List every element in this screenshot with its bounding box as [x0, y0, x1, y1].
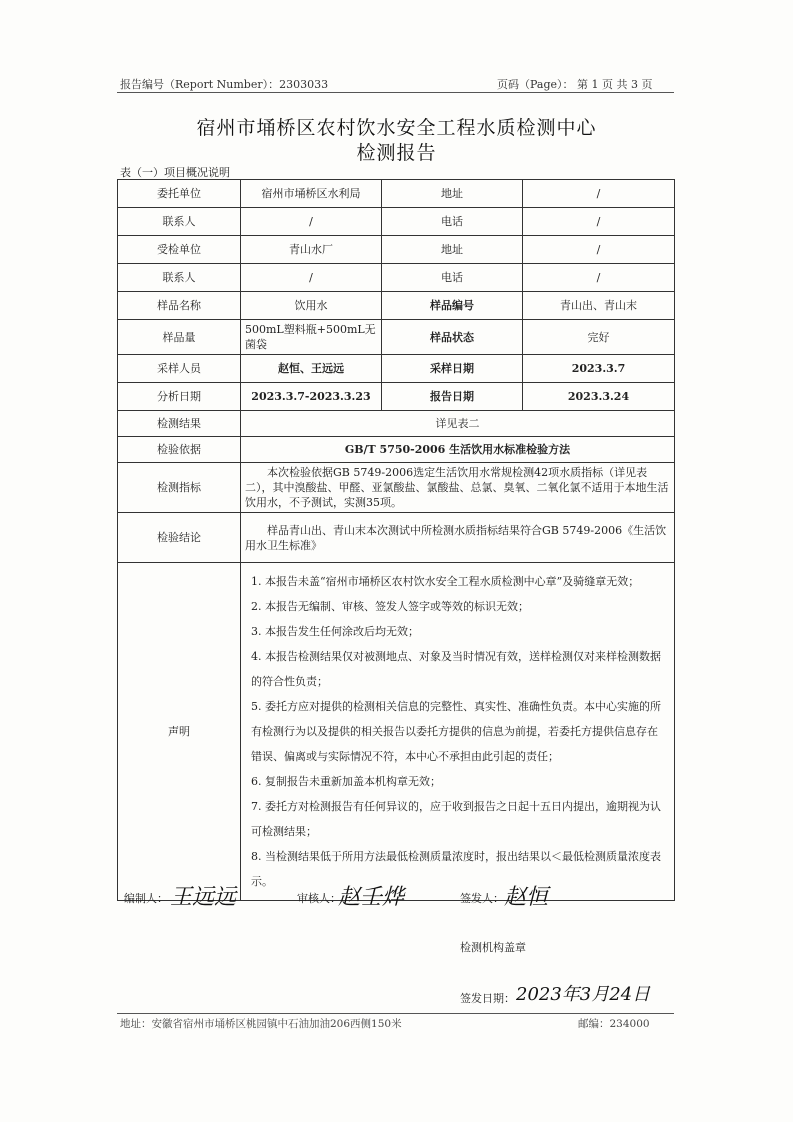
issue-date: 2023年3月24日	[516, 984, 651, 1005]
stamp-label: 检测机构盖章	[460, 941, 526, 954]
table-row	[118, 208, 675, 236]
table-row	[118, 264, 675, 292]
table-row	[118, 320, 675, 355]
statement-item: 3. 本报告发生任何涂改后均无效；	[251, 625, 419, 638]
issuer-signature: 赵恒	[504, 885, 549, 910]
cell-label: 联系人	[118, 264, 241, 292]
cell-label: 样品名称	[118, 292, 241, 320]
report-title: 宿州市埇桥区农村饮水安全工程水质检测中心	[196, 117, 597, 139]
footer-address: 地址：安徽省宿州市埇桥区桃园镇中石油加油206西侧150米	[120, 1018, 402, 1030]
cell-label: 报告日期	[382, 383, 523, 411]
issue-date-label: 签发日期：	[460, 992, 515, 1005]
cell-label: 检验结论	[118, 513, 241, 563]
issuer-label: 签发人：	[460, 892, 504, 905]
table-row	[118, 463, 675, 513]
reviewer-signature: 赵壬烨	[338, 885, 405, 910]
statement-list	[241, 563, 675, 901]
cell-label: 检验依据	[118, 437, 241, 463]
cell-label: 检测指标	[118, 463, 241, 513]
table-row	[118, 355, 675, 383]
cell-value: 赵恒、王远远	[241, 355, 382, 383]
cell-value: 2023.3.7	[523, 355, 675, 383]
cell-label: 样品编号	[382, 292, 523, 320]
project-overview-table	[117, 179, 675, 901]
cell-label: 分析日期	[118, 383, 241, 411]
reviewer-label: 审核人：	[297, 892, 341, 905]
cell-label: 地址	[382, 180, 523, 208]
cell-value: 2023.3.24	[523, 383, 675, 411]
cell-label: 采样人员	[118, 355, 241, 383]
cell-label: 联系人	[118, 208, 241, 236]
cell-label: 样品状态	[382, 320, 523, 355]
cell-label: 电话	[382, 264, 523, 292]
cell-label: 受检单位	[118, 236, 241, 264]
cell-value: 本次检验依据GB 5749-2006选定生活饮用水常规检测42项水质指标（详见表二），其中溴酸盐、甲醛、亚氯酸盐、氯酸盐、总氯、臭氧、二氧化氯不适用于本地生活饮用水，不予测试，实测35项。	[241, 463, 675, 513]
statement-item: 2. 本报告无编制、审核、签发人签字或等效的标识无效；	[251, 600, 529, 613]
footer-postcode: 邮编：234000	[578, 1018, 650, 1030]
cell-label: 采样日期	[382, 355, 523, 383]
cell-label: 委托单位	[118, 180, 241, 208]
cell-label: 地址	[382, 236, 523, 264]
report-subtitle: 检测报告	[356, 142, 437, 164]
table-row	[118, 292, 675, 320]
cell-value: 饮用水	[241, 292, 382, 320]
table-caption: 表（一）项目概况说明	[120, 166, 230, 179]
table-row	[118, 236, 675, 264]
table-row	[118, 411, 675, 437]
cell-value: 完好	[523, 320, 675, 355]
cell-value: 详见表二	[241, 411, 675, 437]
cell-value: /	[523, 180, 675, 208]
cell-value: /	[241, 264, 382, 292]
table-row	[118, 180, 675, 208]
table-row	[118, 513, 675, 563]
cell-value: /	[523, 208, 675, 236]
statement-item: 7. 委托方对检测报告有任何异议的，应于收到报告之日起十五日内提出，逾期视为认可检测结果；	[251, 800, 661, 838]
cell-label: 电话	[382, 208, 523, 236]
cell-value: /	[241, 208, 382, 236]
cell-value: 宿州市埇桥区水利局	[241, 180, 382, 208]
report-number: 报告编号（Report Number）：2303033	[120, 78, 329, 91]
cell-value: /	[523, 236, 675, 264]
cell-value: 样品青山出、青山末本次测试中所检测水质指标结果符合GB 5749-2006《生活饮用水卫生标准》	[241, 513, 675, 563]
cell-value: GB/T 5750-2006 生活饮用水标准检验方法	[241, 437, 675, 463]
cell-value: 青山出、青山末	[523, 292, 675, 320]
cell-value: 2023.3.7-2023.3.23	[241, 383, 382, 411]
statement-item: 5. 委托方应对提供的检测相关信息的完整性、真实性、准确性负责。本中心实施的所有检测行为以及提供的相关报告以委托方提供的信息为前提，若委托方提供信息存在错误、偏离或与实际情况不符，本中心不承担由此引起的责任；	[251, 700, 661, 763]
compiler-label: 编制人：	[124, 892, 168, 905]
cell-value: 500mL塑料瓶+500mL无菌袋	[241, 320, 382, 355]
page-number: 页码（Page）： 第 1 页 共 3 页	[497, 78, 653, 91]
cell-label: 声明	[118, 563, 241, 901]
header-rule	[117, 92, 674, 93]
statement-item: 1. 本报告未盖“宿州市埇桥区农村饮水安全工程水质检测中心章”及骑缝章无效；	[251, 575, 640, 588]
statement-item: 4. 本报告检测结果仅对被测地点、对象及当时情况有效，送样检测仅对来样检测数据的符合性负责；	[251, 650, 661, 688]
statement-item: 6. 复制报告未重新加盖本机构章无效；	[251, 775, 441, 788]
table-row	[118, 383, 675, 411]
cell-value: /	[523, 264, 675, 292]
statement-item: 8. 当检测结果低于所用方法最低检测质量浓度时，报出结果以＜最低检测质量浓度表示。	[251, 850, 661, 888]
cell-label: 样品量	[118, 320, 241, 355]
footer-rule	[117, 1013, 674, 1014]
table-row	[118, 563, 675, 901]
cell-label: 检测结果	[118, 411, 241, 437]
compiler-signature: 王远远	[170, 885, 237, 910]
cell-value: 青山水厂	[241, 236, 382, 264]
table-row	[118, 437, 675, 463]
